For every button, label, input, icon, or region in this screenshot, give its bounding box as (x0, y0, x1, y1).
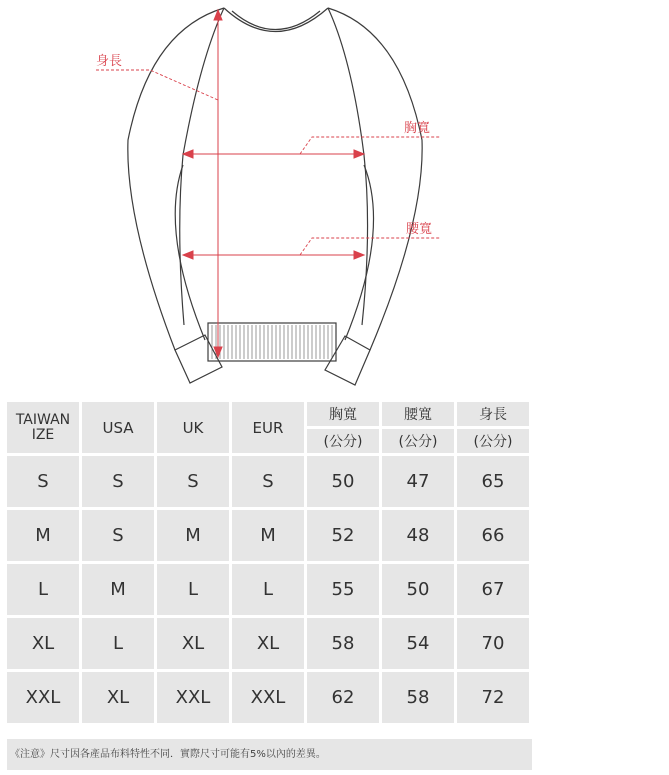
cell-usa: S (82, 510, 154, 561)
cell-uk: S (157, 456, 229, 507)
table-header-row (7, 402, 529, 426)
cell-eur: XXL (232, 672, 304, 723)
cell-eur: M (232, 510, 304, 561)
cell-length: 65 (457, 456, 529, 507)
cell-eur: L (232, 564, 304, 615)
cell-chest: 55 (307, 564, 379, 615)
cell-chest: 52 (307, 510, 379, 561)
cell-uk: L (157, 564, 229, 615)
cell-length: 67 (457, 564, 529, 615)
cell-waist: 48 (382, 510, 454, 561)
size-table (4, 399, 532, 726)
body-length-label: 身長 (96, 54, 123, 69)
cell-waist: 50 (382, 564, 454, 615)
cell-taiwan: XXL (7, 672, 79, 723)
cell-length: 66 (457, 510, 529, 561)
cell-waist: 47 (382, 456, 454, 507)
header-usa: USA (82, 402, 154, 453)
header-waist: 腰寬 (382, 402, 454, 426)
table-row (7, 456, 529, 507)
cell-waist: 54 (382, 618, 454, 669)
cell-chest: 58 (307, 618, 379, 669)
cell-uk: XL (157, 618, 229, 669)
cell-chest: 50 (307, 456, 379, 507)
chest-width-label: 胸寬 (404, 121, 431, 136)
unit-waist: (公分) (382, 429, 454, 453)
unit-length: (公分) (457, 429, 529, 453)
table-row (7, 672, 529, 723)
header-chest: 胸寬 (307, 402, 379, 426)
cell-length: 70 (457, 618, 529, 669)
header-taiwan-line2: IZE (31, 426, 55, 443)
size-note: 《注意》尺寸因各產品布料特性不同．實際尺寸可能有5%以內的差異。 (7, 739, 532, 770)
cell-chest: 62 (307, 672, 379, 723)
cell-taiwan: L (7, 564, 79, 615)
unit-chest: (公分) (307, 429, 379, 453)
cell-taiwan: S (7, 456, 79, 507)
header-taiwan-line1: TAIWAN (15, 411, 71, 428)
header-eur: EUR (232, 402, 304, 453)
cell-taiwan: M (7, 510, 79, 561)
cell-uk: M (157, 510, 229, 561)
waist-width-label: 腰寬 (406, 222, 433, 237)
header-taiwan-size (7, 402, 79, 453)
cell-eur: S (232, 456, 304, 507)
table-row (7, 510, 529, 561)
cell-uk: XXL (157, 672, 229, 723)
cell-waist: 58 (382, 672, 454, 723)
cell-length: 72 (457, 672, 529, 723)
header-uk: UK (157, 402, 229, 453)
cell-usa: L (82, 618, 154, 669)
cell-usa: M (82, 564, 154, 615)
cell-usa: S (82, 456, 154, 507)
table-row (7, 564, 529, 615)
cell-taiwan: XL (7, 618, 79, 669)
cell-usa: XL (82, 672, 154, 723)
cell-eur: XL (232, 618, 304, 669)
table-row (7, 618, 529, 669)
header-length: 身長 (457, 402, 529, 426)
